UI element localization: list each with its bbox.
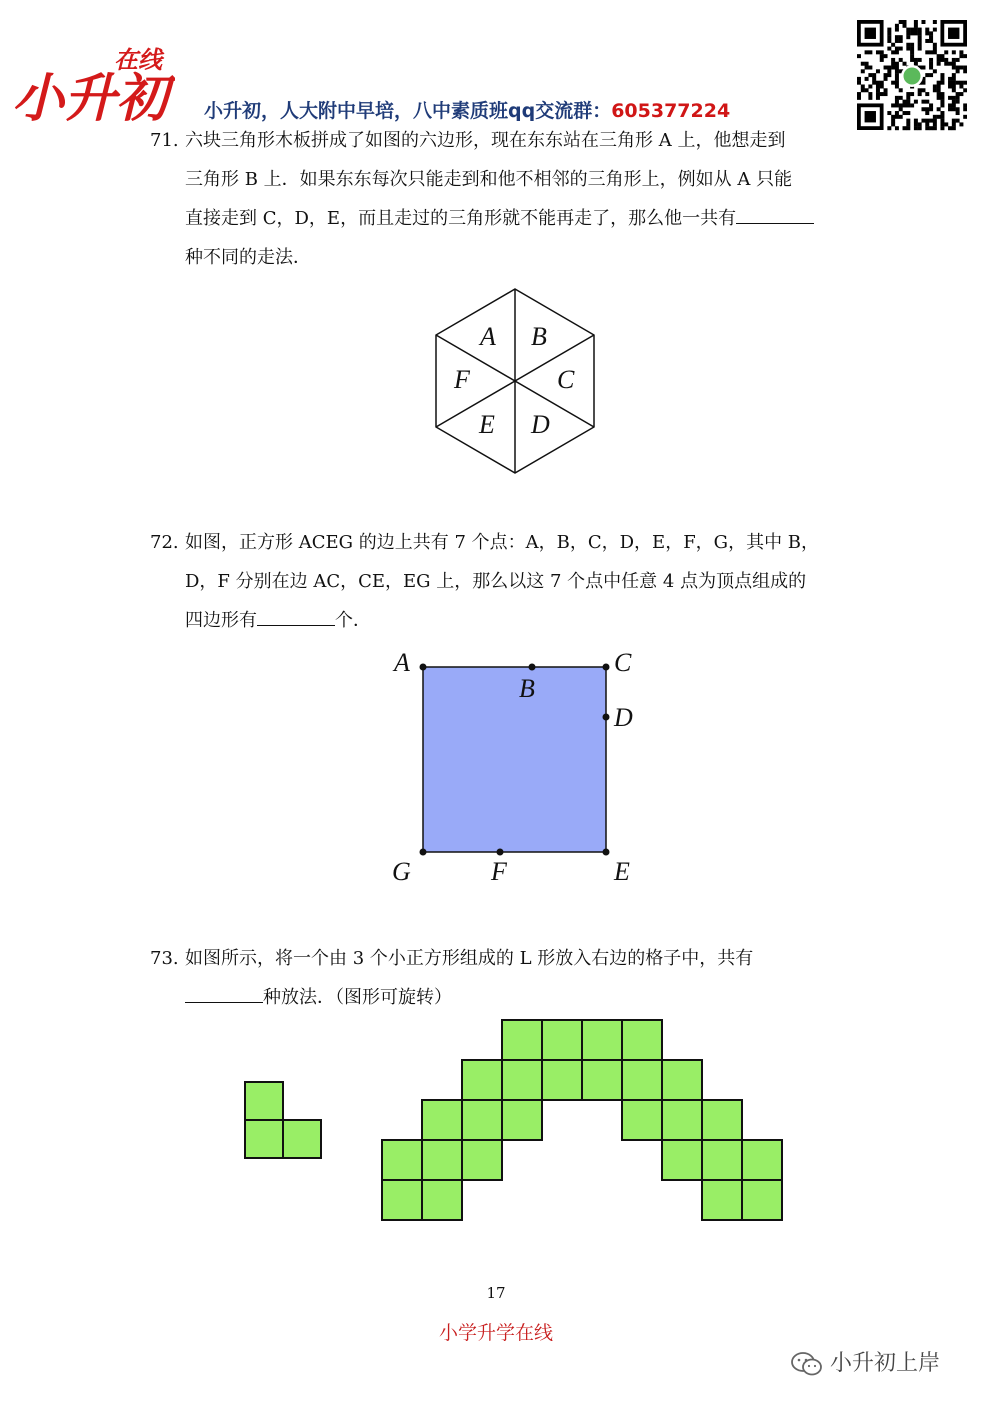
- point-label-e: E: [614, 857, 630, 886]
- triangle-label-f: F: [454, 365, 470, 394]
- grid-cell: [622, 1060, 662, 1100]
- grid-cell: [542, 1020, 582, 1060]
- header-text: 小升初，人大附中早培，八中素质班qq交流群：: [204, 100, 612, 122]
- triangle-label-e: E: [479, 410, 495, 439]
- logo: [10, 38, 175, 128]
- point-e: [603, 849, 610, 856]
- grid-cell: [702, 1140, 742, 1180]
- problem-text: [185, 523, 845, 640]
- grid-cell: [662, 1140, 702, 1180]
- triangle-label-a: A: [480, 322, 496, 351]
- grid-cell: [582, 1020, 622, 1060]
- l-shape-cell: [283, 1120, 321, 1158]
- point-label-c: C: [614, 648, 632, 677]
- problem-line: 三角形 B 上．如果东东每次只能走到和他不相邻的三角形上，例如从 A 只能: [185, 169, 793, 190]
- header-banner: [204, 96, 730, 123]
- grid-cell: [462, 1060, 502, 1100]
- point-g: [420, 849, 427, 856]
- wechat-name: 小升初上岸: [830, 1351, 941, 1376]
- problem-line: 如图，正方形 ACEG 的边上共有 7 个点：A，B，C，D，E，F，G，其中 B，: [185, 532, 820, 553]
- wechat-account: [790, 1346, 940, 1377]
- grid-cell: [702, 1100, 742, 1140]
- l-shape-cell: [245, 1120, 283, 1158]
- answer-blank[interactable]: [257, 605, 335, 626]
- problem-line: 种放法．（图形可旋转）: [263, 987, 452, 1008]
- grid-figure: [380, 1018, 786, 1227]
- triangle-label-d: D: [531, 410, 550, 439]
- point-label-d: D: [614, 703, 633, 732]
- grid-cell: [502, 1020, 542, 1060]
- problem-line: 四边形有: [185, 610, 257, 631]
- l-shape-figure: [240, 1015, 330, 1169]
- point-d: [603, 714, 610, 721]
- problem-line: 直接走到 C，D，E，而且走过的三角形就不能再走了，那么他一共有: [185, 208, 737, 229]
- hexagon-figure: [430, 285, 600, 481]
- answer-blank[interactable]: [736, 203, 814, 224]
- problem-line: 种不同的走法．: [185, 247, 311, 268]
- grid-cell: [582, 1060, 622, 1100]
- grid-cell: [742, 1180, 782, 1220]
- grid-cell: [422, 1100, 462, 1140]
- grid-cell: [662, 1060, 702, 1100]
- problem-text: [185, 121, 845, 277]
- qr-code: [857, 20, 967, 132]
- grid-cell: [742, 1140, 782, 1180]
- problem-line-with-blank: [185, 978, 845, 1017]
- point-c: [603, 664, 610, 671]
- point-f: [497, 849, 504, 856]
- answer-blank[interactable]: [185, 982, 263, 1003]
- page-number: 17: [486, 1284, 506, 1302]
- grid-cell: [382, 1180, 422, 1220]
- wechat-icon: [790, 1351, 824, 1377]
- grid-cell: [622, 1020, 662, 1060]
- grid-cell: [422, 1140, 462, 1180]
- point-label-g: G: [392, 857, 411, 886]
- grid-cell: [542, 1060, 582, 1100]
- grid-cell: [662, 1100, 702, 1140]
- square-figure: [385, 645, 645, 894]
- grid-cell: [382, 1140, 422, 1180]
- problem-line: 六块三角形木板拼成了如图的六边形，现在东东站在三角形 A 上，他想走到: [185, 130, 786, 151]
- problem-line: 如图所示，将一个由 3 个小正方形组成的 L 形放入右边的格子中，共有: [185, 948, 754, 969]
- point-a: [420, 664, 427, 671]
- grid-cell: [502, 1100, 542, 1140]
- problem-line-with-blank: [185, 199, 845, 238]
- problem-line: 个．: [335, 610, 371, 631]
- footer-title: 小学升学在线: [438, 1322, 553, 1344]
- grid-cell: [422, 1180, 462, 1220]
- logo-main: 小升初: [12, 69, 169, 128]
- problem-line: D，F 分别在边 AC，CE，EG 上，那么以这 7 个点中任意 4 点为顶点组成的: [185, 571, 807, 592]
- point-label-f: F: [491, 857, 507, 886]
- triangle-label-b: B: [531, 322, 547, 351]
- qq-number: 605377224: [611, 100, 731, 122]
- problem-number: 73.: [150, 948, 179, 969]
- triangle-label-c: C: [557, 365, 575, 394]
- point-label-a: A: [394, 648, 410, 677]
- grid-cell: [702, 1180, 742, 1220]
- grid-cell: [462, 1140, 502, 1180]
- problem-text: [185, 939, 845, 1017]
- square-acgeg: [423, 667, 606, 852]
- grid-cell: [462, 1100, 502, 1140]
- logo-sub: 在线: [114, 46, 162, 74]
- problem-number: 72.: [150, 532, 179, 553]
- grid-cell: [502, 1060, 542, 1100]
- point-label-b: B: [519, 674, 535, 703]
- problem-line-with-blank: [185, 601, 845, 640]
- point-b: [529, 664, 536, 671]
- grid-cell: [622, 1100, 662, 1140]
- problem-number: 71.: [150, 130, 179, 151]
- l-shape-cell: [245, 1082, 283, 1120]
